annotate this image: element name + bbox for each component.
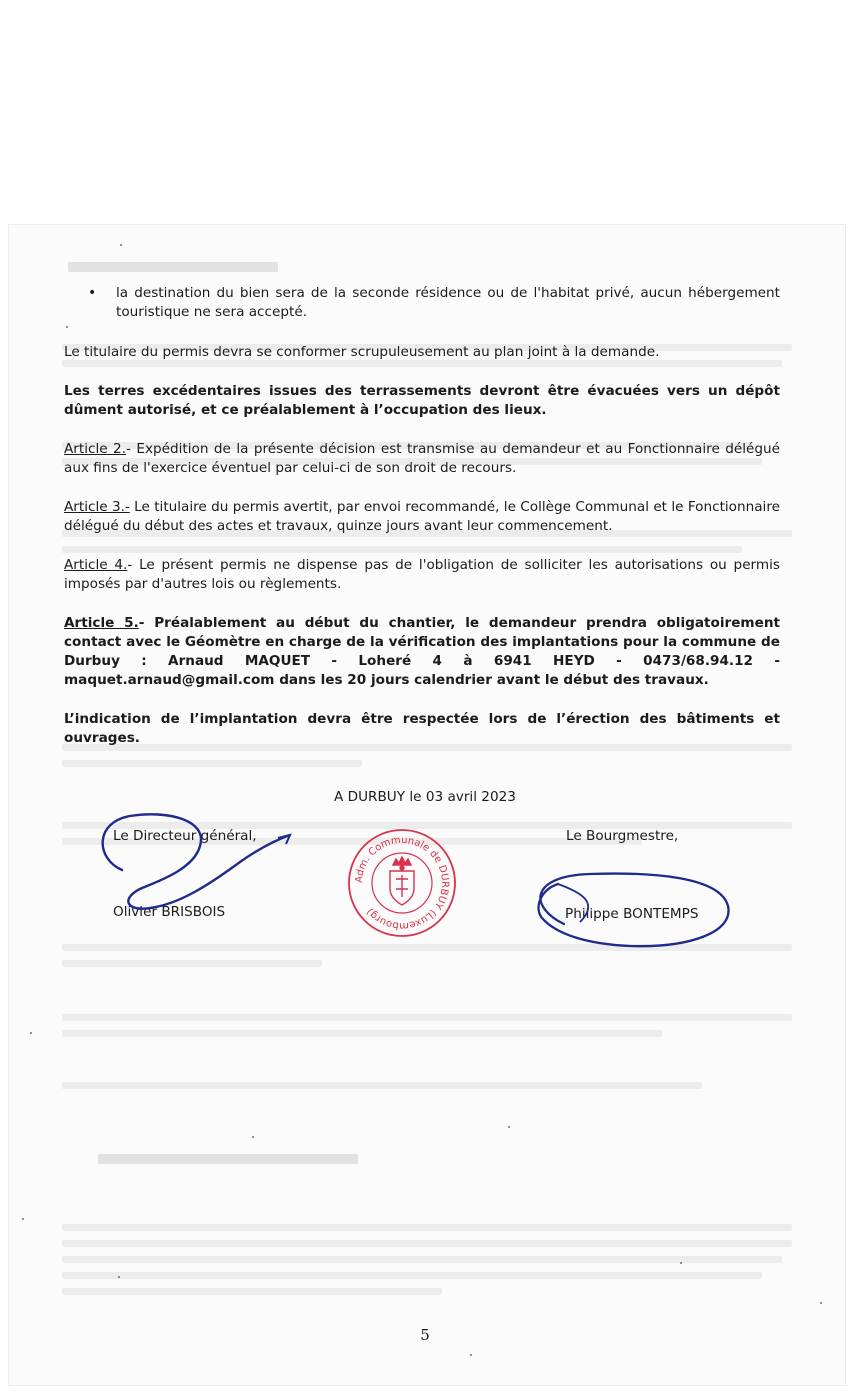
show-through-line xyxy=(62,1240,792,1247)
scan-speck xyxy=(118,1276,120,1278)
mayor-name: Philippe BONTEMPS xyxy=(565,906,699,922)
show-through-line xyxy=(62,1224,792,1231)
show-through-line xyxy=(62,960,322,967)
mayor-title: Le Bourgmestre, xyxy=(566,828,679,844)
scan-speck xyxy=(66,326,68,328)
show-through-heading xyxy=(68,262,278,272)
article-2-paragraph xyxy=(64,440,780,478)
article-4-text: - Le présent permis ne dispense pas de l'obligation de solliciter les autorisations ou permis imposés par d'autres lois ou règlements. xyxy=(64,557,781,592)
scan-speck xyxy=(508,1126,510,1128)
director-signature-stroke xyxy=(103,814,290,908)
show-through-line xyxy=(62,1014,792,1021)
bullet-icon: • xyxy=(88,285,97,301)
article-4-paragraph xyxy=(64,556,780,594)
show-through-line xyxy=(62,1256,782,1263)
director-title: Le Directeur général, xyxy=(113,828,257,844)
bullet-list-item xyxy=(88,284,780,322)
show-through-heading xyxy=(98,1154,358,1164)
place-and-date: A DURBUY le 03 avril 2023 xyxy=(334,789,516,805)
bullet-text: la destination du bien sera de la seconde résidence ou de l'habitat privé, aucun hébergement touristique ne sera accepté. xyxy=(116,285,780,320)
show-through-line xyxy=(62,1030,662,1037)
article-3-heading: Article 3.- xyxy=(64,499,130,515)
article-4-heading: Article 4. xyxy=(64,557,128,573)
mayor-signature-flourish xyxy=(558,884,588,922)
page-number: 5 xyxy=(420,1326,430,1344)
director-signature xyxy=(90,800,310,920)
show-through-line xyxy=(62,1288,442,1295)
article-5-paragraph xyxy=(64,614,780,690)
municipal-stamp xyxy=(346,827,458,939)
mayor-signature xyxy=(520,862,740,962)
scan-speck xyxy=(252,1136,254,1138)
show-through-line xyxy=(62,760,362,767)
show-through-line xyxy=(62,1272,762,1279)
excess-soil-paragraph: Les terres excédentaires issues des terrassements devront être évacuées vers un dépôt dûment autorisé, et ce préalablement à l’occupation des lieux. xyxy=(64,383,780,418)
show-through-line xyxy=(62,1082,702,1089)
director-name: Olivier BRISBOIS xyxy=(113,904,226,920)
article-5-text: - Préalablement au début du chantier, le demandeur prendra obligatoirement contact avec le Géomètre en charge de la vérification des implantations pour la commune de Durbuy : Arnaud MAQUET - Loheré 4 à 6941 HEYD - 0473/68.94.12 - maquet.arnaud@gmail.com dans les 20 jours calendrier avant le début des travaux. xyxy=(64,615,780,688)
stamp-ring-text: Adm. Communale de DURBUY (Luxembourg) xyxy=(353,834,451,932)
coat-of-arms-icon xyxy=(390,857,414,905)
scan-speck xyxy=(470,1354,472,1356)
scan-speck xyxy=(22,1218,24,1220)
mayor-signature-stroke xyxy=(539,874,729,947)
plan-conformity-paragraph: Le titulaire du permis devra se conformer scrupuleusement au plan joint à la demande. xyxy=(64,344,660,360)
article-5-heading: Article 5. xyxy=(64,615,139,631)
article-3-paragraph xyxy=(64,498,780,536)
document-body xyxy=(64,284,780,748)
article-3-text: Le titulaire du permis avertit, par envoi recommandé, le Collège Communal et le Fonctionnaire délégué du début des actes et travaux, quinze jours avant leur commencement. xyxy=(64,499,780,534)
scan-speck xyxy=(30,1032,32,1034)
scan-speck xyxy=(680,1262,682,1264)
article-2-text: - Expédition de la présente décision est transmise au demandeur et au Fonctionnaire délégué aux fins de l'exercice éventuel par celui-ci de son droit de recours. xyxy=(64,441,780,476)
scan-speck xyxy=(820,1302,822,1304)
article-2-heading: Article 2. xyxy=(64,441,127,457)
scan-speck xyxy=(120,244,122,246)
implantation-note: L’indication de l’implantation devra être respectée lors de l’érection des bâtiments et ouvrages. xyxy=(64,711,780,746)
